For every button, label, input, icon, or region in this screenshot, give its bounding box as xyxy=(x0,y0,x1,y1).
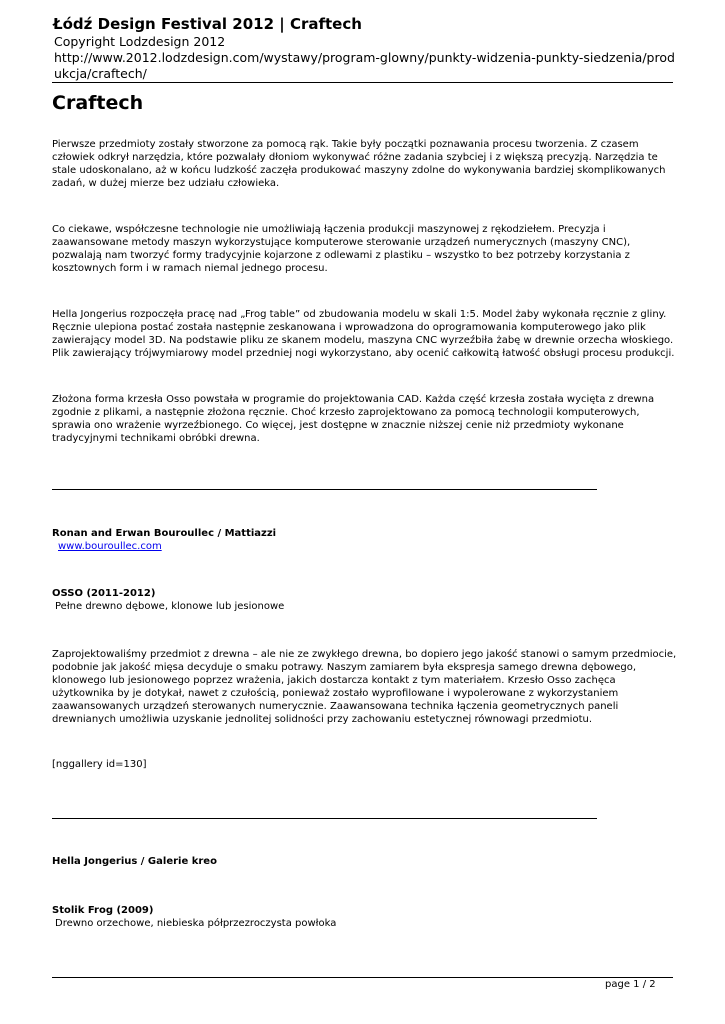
header-divider xyxy=(52,82,673,83)
product-material-frog: Drewno orzechowe, niebieska półprzezroczysta powłoka xyxy=(55,918,337,929)
osso-description: Zaprojektowaliśmy przedmiot z drewna – ale nie ze zwykłego drewna, bo dopiero jego jakość stanowi o samym przedmiocie, podobnie jak jakość mięsa decyduje o smaku potrawy. Naszym zamiarem była ekspresja samego drewna dębowego, klonowego lub jesionowego poprzez wrażenia, jakich dostarcza kontakt z tym materiałem. Krzesło Osso zachęca użytkownika by je dotykał, nawet z czułością, ponieważ zostało wyprofilowane i wypolerowane z wykorzystaniem zaawansowanych urządzeń sterowanych numerycznie. Zaawansowana technika łączenia geometrycznych paneli drewnianych umożliwia uzyskanie jednolitej solidności przy zachowaniu estetycznej równowagi przedmiotu. xyxy=(52,649,677,725)
intro-paragraph-1: Pierwsze przedmioty zostały stworzone za pomocą rąk. Takie były początki poznawania procesu tworzenia. Z czasem człowiek odkrył narzędzia, które pozwalały dłoniom wykonywać różne zadania szybciej i z większą precyzją. Narzędzia te stale udoskonalano, aż w końcu ludzkość zaczęła produkować maszyny zdolne do wykonywania bardziej skomplikowanych zadań, w dużej mierze bez udziału człowieka. xyxy=(52,139,666,189)
gallery-shortcode: [nggallery id=130] xyxy=(52,759,147,770)
section-divider-2 xyxy=(52,818,597,819)
page-heading: Craftech xyxy=(52,92,144,114)
designer-website-wrapper xyxy=(58,540,683,553)
document-title: Łódź Design Festival 2012 | Craftech xyxy=(53,15,362,33)
intro-paragraph-2: Co ciekawe, współczesne technologie nie umożliwiają łączenia produkcji maszynowej z rękodziełem. Precyzja i zaawansowane metody maszyn wykorzystujące komputerowe sterowanie urządzeń numerycznych (maszyny CNC), pozwalają nam tworzyć formy tradycyjnie kojarzone z odlewami z plastiku – wszystko to bez potrzeby korzystania z kosztownych form i w ramach niemal jednego procesu. xyxy=(52,224,631,274)
document-header xyxy=(53,15,675,82)
intro-paragraph-4: Złożona forma krzesła Osso powstała w programie do projektowania CAD. Każda część krzesła została wycięta z drewna zgodnie z plikami, a następnie złożona ręcznie. Choć krzesło zaprojektowano za pomocą technologii komputerowych, sprawia ono wrażenie wyrzeźbionego. Co więcej, jest dostępne w znacznie niższej cenie niż przedmioty wykonane tradycyjnymi technikami obróbki drewna. xyxy=(52,394,655,444)
product-name-frog: Stolik Frog (2009) xyxy=(52,905,154,916)
designer-website-link[interactable]: www.bouroullec.com xyxy=(58,541,162,552)
copyright-line: Copyright Lodzdesign 2012 xyxy=(54,34,226,49)
footer-divider xyxy=(52,977,673,978)
source-url-line-1: http://www.2012.lodzdesign.com/wystawy/program-glowny/punkty-widzenia-punkty-siedzenia/prod xyxy=(54,50,675,65)
source-url-line-2: ukcja/craftech/ xyxy=(54,66,147,81)
section-divider-1 xyxy=(52,489,597,490)
product-name-osso: OSSO (2011-2012) xyxy=(52,588,156,599)
designer-name-jongerius: Hella Jongerius / Galerie kreo xyxy=(52,856,217,867)
product-material-osso: Pełne drewno dębowe, klonowe lub jesionowe xyxy=(55,601,285,612)
page-number: page 1 / 2 xyxy=(605,979,656,990)
intro-paragraph-3: Hella Jongerius rozpoczęła pracę nad „Frog table” od zbudowania modelu w skali 1:5. Model żaby wykonała ręcznie z gliny. Ręcznie ulepiona postać została następnie zeskanowana i wprowadzona do oprogramowania komputerowego jako plik zawierający model 3D. Na podstawie pliku ze skanem modelu, maszyna CNC wyrzeźbiła żabę w drewnie orzecha włoskiego. Plik zawierający trójwymiarowy model przedniej nogi wykorzystano, aby ocenić całkowitą łatwość obsługi procesu produkcji. xyxy=(52,309,675,359)
designer-name-bouroullec: Ronan and Erwan Bouroullec / Mattiazzi xyxy=(52,528,277,539)
